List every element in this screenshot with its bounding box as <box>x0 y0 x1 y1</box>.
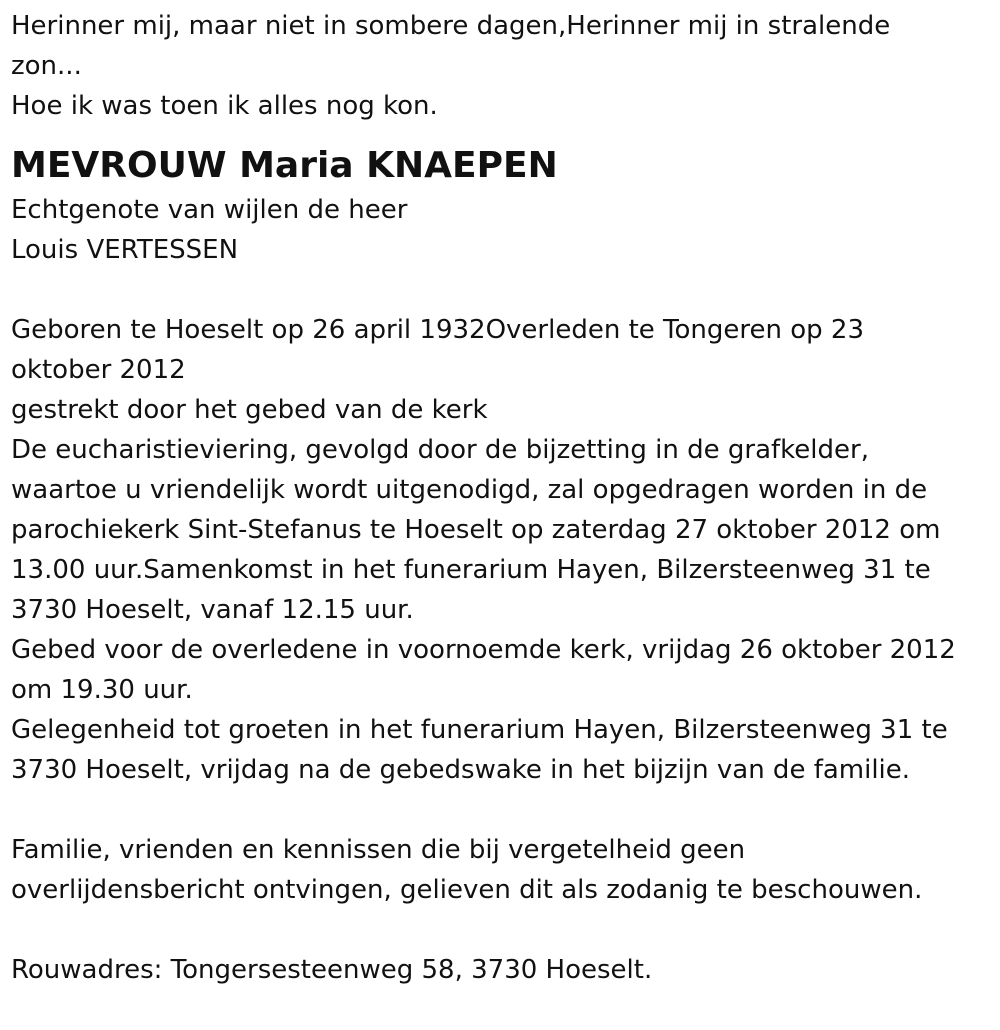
notice-line-1: Familie, vrienden en kennissen die bij vergetelheid geen <box>11 835 746 865</box>
born-died-line-2: oktober 2012 <box>11 355 186 385</box>
intro-line-1: Herinner mij, maar niet in sombere dagen,Herinner mij in stralende <box>11 11 891 41</box>
intro-line-2: zon... <box>11 51 82 81</box>
vigil-line-2: om 19.30 uur. <box>11 675 193 705</box>
greeting-line-1: Gelegenheid tot groeten in het funerarium Hayen, Bilzersteenweg 31 te <box>11 715 948 745</box>
spouse-line-1: Echtgenote van wijlen de heer <box>11 195 408 225</box>
born-died-line-1: Geboren te Hoeselt op 26 april 1932Overleden te Tongeren op 23 <box>11 315 864 345</box>
spacer <box>11 910 986 950</box>
ceremony-line-2: waartoe u vriendelijk wordt uitgenodigd, zal opgedragen worden in de <box>11 475 928 505</box>
ceremony-line-4: 13.00 uur.Samenkomst in het funerarium Hayen, Bilzersteenweg 31 te <box>11 555 931 585</box>
ceremony-line-3: parochiekerk Sint-Stefanus te Hoeselt op zaterdag 27 oktober 2012 om <box>11 515 941 545</box>
ceremony-line-5: 3730 Hoeselt, vanaf 12.15 uur. <box>11 595 414 625</box>
greeting-line-2: 3730 Hoeselt, vrijdag na de gebedswake in het bijzijn van de familie. <box>11 755 911 785</box>
spouse-line-2: Louis VERTESSEN <box>11 235 239 265</box>
prayer-line: gestrekt door het gebed van de kerk <box>11 395 488 425</box>
ceremony-line-1: De eucharistieviering, gevolgd door de bijzetting in de grafkelder, <box>11 435 869 465</box>
deceased-name: MEVROUW Maria KNAEPEN <box>11 145 558 186</box>
notice-line-2: overlijdensbericht ontvingen, gelieven dit als zodanig te beschouwen. <box>11 875 923 905</box>
spacer <box>11 270 986 310</box>
address-line: Rouwadres: Tongersesteenweg 58, 3730 Hoeselt. <box>11 955 653 985</box>
intro-line-3: Hoe ik was toen ik alles nog kon. <box>11 91 438 121</box>
obituary-document <box>11 6 986 990</box>
spacer <box>11 790 986 830</box>
vigil-line-1: Gebed voor de overledene in voornoemde kerk, vrijdag 26 oktober 2012 <box>11 635 956 665</box>
